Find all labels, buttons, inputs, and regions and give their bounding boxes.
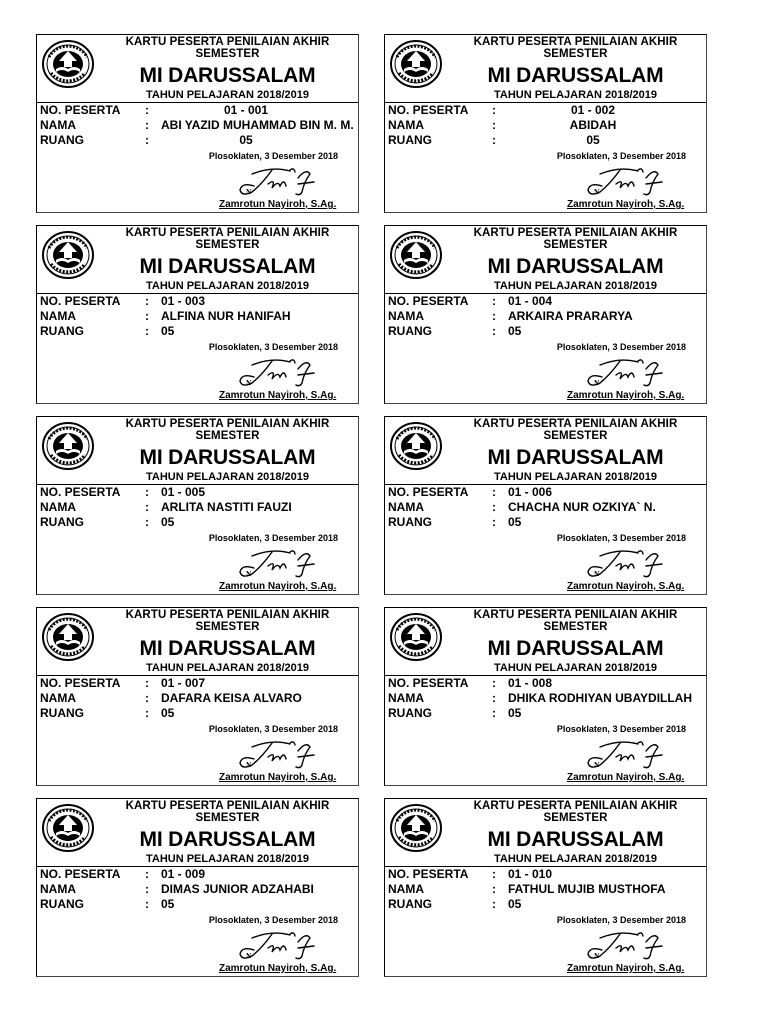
room-label: RUANG [388,897,432,911]
place-date: Plosoklaten, 3 Desember 2018 [556,533,686,543]
participant-number-label: NO. PESERTA [388,485,469,499]
colon: : [492,500,496,514]
card-title [97,800,358,824]
academic-year: TAHUN PELAJARAN 2018/2019 [145,89,310,101]
school-name: MI DARUSSALAM [487,828,664,851]
exam-card-2 [384,34,707,213]
participant-number-value: 01 - 004 [508,294,553,308]
school-name: MI DARUSSALAM [139,255,316,278]
signature-icon [580,928,670,964]
school-logo-icon [41,421,95,471]
card-title [97,227,358,251]
svg-text:N: N [246,189,252,196]
participant-name-row [388,309,633,323]
participant-name-row [388,882,666,896]
room-row [388,324,521,338]
colon: : [145,118,149,132]
card-title-line1: KARTU PESERTA PENILAIAN AKHIR [473,227,678,239]
participant-name-label: NAMA [40,309,76,323]
participant-number-row [40,867,205,881]
svg-text:N: N [594,189,600,196]
participant-name-label: NAMA [40,691,76,705]
participant-number-row [40,103,331,117]
participant-number-row [388,294,552,308]
colon: : [492,676,496,690]
signature-icon [580,355,670,391]
school-logo-icon [41,39,95,89]
participant-name-row [40,309,291,323]
svg-text:N: N [246,571,252,578]
participant-name-label: NAMA [388,691,424,705]
room-value: 05 [161,324,175,338]
participant-name-value: DAFARA KEISA ALVARO [161,691,302,705]
room-row [40,324,174,338]
card-title-line2: SEMESTER [195,621,260,633]
colon: : [492,485,496,499]
school-name: MI DARUSSALAM [139,446,316,469]
participant-number-label: NO. PESERTA [388,294,469,308]
card-title [97,36,358,60]
signature-icon [580,737,670,773]
exam-card-4 [384,225,707,404]
participant-number-label: NO. PESERTA [388,867,469,881]
academic-year: TAHUN PELAJARAN 2018/2019 [145,662,310,674]
school-logo-icon [41,803,95,853]
participant-name-label: NAMA [40,118,76,132]
participant-number-row [388,676,552,690]
colon: : [145,691,149,705]
participant-number-value: 01 - 009 [161,867,206,881]
participant-number-value: 01 - 001 [223,103,269,117]
place-date: Plosoklaten, 3 Desember 2018 [556,915,686,925]
signature-icon [232,164,322,200]
card-title-line1: KARTU PESERTA PENILAIAN AKHIR [473,418,678,430]
colon: : [492,515,496,529]
participant-name-row [40,500,292,514]
room-label: RUANG [40,706,84,720]
academic-year: TAHUN PELAJARAN 2018/2019 [493,280,658,292]
card-title [445,418,706,442]
place-date: Plosoklaten, 3 Desember 2018 [208,533,338,543]
signer-name: Zamrotun Nayiroh, S.Ag. [219,963,337,974]
signer-name: Zamrotun Nayiroh, S.Ag. [567,772,685,783]
card-title [97,418,358,442]
participant-name-value: ABIDAH [569,118,617,132]
card-title [445,609,706,633]
school-logo-icon [389,612,443,662]
card-title-line2: SEMESTER [543,812,608,824]
school-logo-icon [41,612,95,662]
participant-name-label: NAMA [388,309,424,323]
participant-name-row [388,500,656,514]
place-date: Plosoklaten, 3 Desember 2018 [208,724,338,734]
room-row [40,897,174,911]
signature-icon [232,355,322,391]
svg-text:N: N [594,571,600,578]
signature-icon [580,546,670,582]
card-title-line1: KARTU PESERTA PENILAIAN AKHIR [125,418,330,430]
room-row [388,897,521,911]
participant-number-label: NO. PESERTA [40,103,121,117]
signer-name: Zamrotun Nayiroh, S.Ag. [567,199,685,210]
exam-card-8 [384,607,707,786]
colon: : [145,706,149,720]
room-value: 05 [586,133,600,147]
signature-icon [232,928,322,964]
participant-name-row [40,882,314,896]
place-date: Plosoklaten, 3 Desember 2018 [556,342,686,352]
colon: : [145,294,149,308]
participant-name-row [40,691,302,705]
svg-text:N: N [594,380,600,387]
room-row [388,133,678,147]
room-value: 05 [161,897,175,911]
card-title-line1: KARTU PESERTA PENILAIAN AKHIR [125,227,330,239]
colon: : [145,485,149,499]
card-title-line1: KARTU PESERTA PENILAIAN AKHIR [473,36,678,48]
signature-icon [232,737,322,773]
room-label: RUANG [40,515,84,529]
exam-card-5 [36,416,359,595]
card-title-line1: KARTU PESERTA PENILAIAN AKHIR [125,36,330,48]
exam-card-10 [384,798,707,977]
colon: : [492,882,496,896]
signer-name: Zamrotun Nayiroh, S.Ag. [567,390,685,401]
colon: : [492,867,496,881]
svg-text:N: N [246,762,252,769]
participant-name-label: NAMA [388,882,424,896]
card-title-line2: SEMESTER [195,239,260,251]
room-value: 05 [239,133,253,147]
card-title-line2: SEMESTER [195,430,260,442]
participant-name-value: ARKAIRA PRARARYA [508,309,633,323]
participant-number-row [40,676,205,690]
svg-text:N: N [246,380,252,387]
card-title-line2: SEMESTER [543,621,608,633]
room-label: RUANG [40,897,84,911]
card-title [445,36,706,60]
room-value: 05 [161,515,175,529]
place-date: Plosoklaten, 3 Desember 2018 [208,915,338,925]
signer-name: Zamrotun Nayiroh, S.Ag. [567,963,685,974]
room-label: RUANG [388,133,432,147]
card-title-line2: SEMESTER [195,48,260,60]
participant-number-row [388,103,678,117]
participant-number-label: NO. PESERTA [40,867,121,881]
exam-card-1 [36,34,359,213]
participant-number-label: NO. PESERTA [40,485,121,499]
card-title-line2: SEMESTER [543,430,608,442]
participant-name-label: NAMA [40,882,76,896]
participant-name-value: DIMAS JUNIOR ADZAHABI [161,882,314,896]
colon: : [145,882,149,896]
exam-card-7 [36,607,359,786]
signer-name: Zamrotun Nayiroh, S.Ag. [219,581,337,592]
school-name: MI DARUSSALAM [139,828,316,851]
place-date: Plosoklaten, 3 Desember 2018 [208,342,338,352]
card-title-line1: KARTU PESERTA PENILAIAN AKHIR [473,800,678,812]
colon: : [492,118,496,132]
colon: : [145,103,149,117]
room-row [388,515,521,529]
colon: : [492,706,496,720]
school-logo-icon [389,39,443,89]
academic-year: TAHUN PELAJARAN 2018/2019 [145,280,310,292]
signer-name: Zamrotun Nayiroh, S.Ag. [219,199,337,210]
participant-name-row [388,118,678,132]
participant-number-row [40,294,205,308]
participant-number-row [40,485,205,499]
academic-year: TAHUN PELAJARAN 2018/2019 [493,662,658,674]
svg-text:N: N [594,953,600,960]
school-logo-icon [389,230,443,280]
colon: : [492,294,496,308]
participant-number-row [388,485,552,499]
card-title-line1: KARTU PESERTA PENILAIAN AKHIR [125,609,330,621]
room-value: 05 [508,515,522,529]
colon: : [492,324,496,338]
colon: : [492,309,496,323]
participant-number-value: 01 - 003 [161,294,206,308]
school-logo-icon [389,803,443,853]
participant-name-value: ABI YAZID MUHAMMAD BIN M. M. [161,118,354,132]
participant-name-value: ARLITA NASTITI FAUZI [161,500,292,514]
school-name: MI DARUSSALAM [139,64,316,87]
school-logo-icon [389,421,443,471]
colon: : [492,691,496,705]
room-row [40,706,174,720]
academic-year: TAHUN PELAJARAN 2018/2019 [493,89,658,101]
room-label: RUANG [388,706,432,720]
colon: : [492,133,496,147]
participant-number-value: 01 - 005 [161,485,206,499]
participant-number-value: 01 - 007 [161,676,206,690]
room-value: 05 [508,706,522,720]
participant-name-value: ALFINA NUR HANIFAH [161,309,291,323]
card-title [445,227,706,251]
room-label: RUANG [40,324,84,338]
colon: : [492,897,496,911]
school-name: MI DARUSSALAM [487,64,664,87]
room-label: RUANG [388,515,432,529]
participant-number-value: 01 - 002 [570,103,616,117]
card-title-line2: SEMESTER [543,48,608,60]
school-name: MI DARUSSALAM [487,446,664,469]
svg-text:N: N [594,762,600,769]
participant-name-value: FATHUL MUJIB MUSTHOFA [508,882,666,896]
academic-year: TAHUN PELAJARAN 2018/2019 [493,853,658,865]
room-value: 05 [508,897,522,911]
participant-number-value: 01 - 010 [508,867,553,881]
room-row [40,515,174,529]
colon: : [145,324,149,338]
signature-icon [232,546,322,582]
colon: : [145,676,149,690]
academic-year: TAHUN PELAJARAN 2018/2019 [145,853,310,865]
exam-card-6 [384,416,707,595]
participant-number-label: NO. PESERTA [40,676,121,690]
signer-name: Zamrotun Nayiroh, S.Ag. [219,390,337,401]
academic-year: TAHUN PELAJARAN 2018/2019 [145,471,310,483]
participant-name-row [40,118,354,132]
room-row [388,706,521,720]
card-title-line2: SEMESTER [543,239,608,251]
school-logo-icon [41,230,95,280]
participant-number-value: 01 - 008 [508,676,553,690]
participant-number-label: NO. PESERTA [388,676,469,690]
place-date: Plosoklaten, 3 Desember 2018 [208,151,338,161]
colon: : [145,897,149,911]
participant-name-value: DHIKA RODHIYAN UBAYDILLAH [508,691,693,705]
place-date: Plosoklaten, 3 Desember 2018 [556,724,686,734]
participant-name-label: NAMA [388,500,424,514]
exam-card-9 [36,798,359,977]
room-label: RUANG [388,324,432,338]
colon: : [145,867,149,881]
card-title-line1: KARTU PESERTA PENILAIAN AKHIR [125,800,330,812]
colon: : [145,133,149,147]
signer-name: Zamrotun Nayiroh, S.Ag. [567,581,685,592]
colon: : [145,515,149,529]
room-value: 05 [161,706,175,720]
participant-number-label: NO. PESERTA [388,103,469,117]
card-title [445,800,706,824]
participant-name-row [388,691,692,705]
colon: : [145,500,149,514]
school-name: MI DARUSSALAM [487,637,664,660]
participant-name-label: NAMA [388,118,424,132]
room-row [40,133,331,147]
school-name: MI DARUSSALAM [139,637,316,660]
signature-icon [580,164,670,200]
participant-name-value: CHACHA NUR OZKIYA` N. [508,500,656,514]
svg-text:N: N [246,953,252,960]
colon: : [145,309,149,323]
room-value: 05 [508,324,522,338]
participant-number-row [388,867,552,881]
card-title-line2: SEMESTER [195,812,260,824]
participant-number-label: NO. PESERTA [40,294,121,308]
card-title-line1: KARTU PESERTA PENILAIAN AKHIR [473,609,678,621]
place-date: Plosoklaten, 3 Desember 2018 [556,151,686,161]
academic-year: TAHUN PELAJARAN 2018/2019 [493,471,658,483]
participant-name-label: NAMA [40,500,76,514]
school-name: MI DARUSSALAM [487,255,664,278]
card-title [97,609,358,633]
room-label: RUANG [40,133,84,147]
colon: : [492,103,496,117]
participant-number-value: 01 - 006 [508,485,553,499]
exam-card-3 [36,225,359,404]
signer-name: Zamrotun Nayiroh, S.Ag. [219,772,337,783]
